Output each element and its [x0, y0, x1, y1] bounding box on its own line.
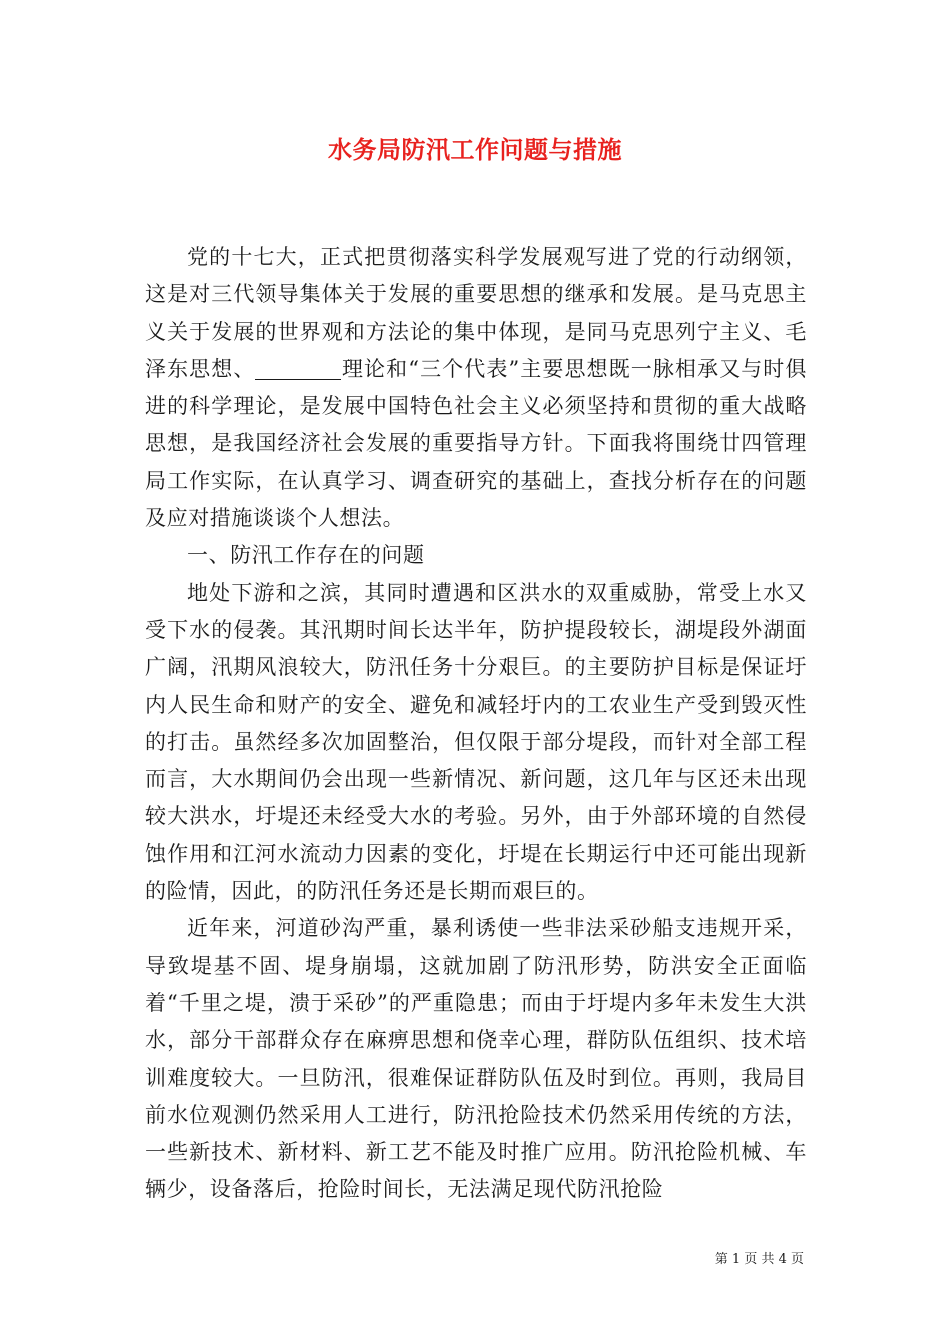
fill-in-blank — [255, 358, 341, 380]
intro-paragraph — [145, 239, 807, 537]
document-title: 水务局防汛工作问题与措施 — [328, 135, 622, 164]
section-paragraph-2: 近年来，河道砂沟严重，暴利诱使一些非法采砂船支违规开采，导致堤基不固、堤身崩塌，这就加剧了防汛形势，防洪安全正面临着“千里之堤，溃于采砂”的严重隐患；而由于圩堤内多年未发生大洪水，部分干部群众存在麻痹思想和侥幸心理，群防队伍组织、技术培训难度较大。一旦防汛，很难保证群防队伍及时到位。再则，我局目前水位观测仍然采用人工进行，防汛抢险技术仍然采用传统的方法，一些新技术、新材料、新工艺不能及时推广应用。防汛抢险机械、车辆少，设备落后，抢险时间长，无法满足现代防汛抢险 — [145, 916, 807, 1202]
page-number-footer: 第 1 页 共 4 页 — [714, 1252, 804, 1267]
section-paragraph-1: 地处下游和之滨，其同时遭遇和区洪水的双重威胁，常受上水又受下水的侵袭。其汛期时间长达半年，防护提段较长，湖堤段外湖面广阔，汛期风浪较大，防汛任务十分艰巨。的主要防护目标是保证圩内人民生命和财产的安全、避免和减轻圩内的工农业生产受到毁灭性的打击。虽然经多次加固整治，但仅限于部分堤段，而针对全部工程而言，大水期间仍会出现一些新情况、新问题，这几年与区还未出现较大洪水，圩堤还未经受大水的考验。另外，由于外部环境的自然侵蚀作用和江河水流动力因素的变化，圩堤在长期运行中还可能出现新的险情，因此，的防汛任务还是长期而艰巨的。 — [145, 580, 807, 904]
intro-text-part1: 党的十七大，正式把贯彻落实科学发展观写进了党的行动纲领，这是对三代领导集体关于发展的重要思想的继承和发展。是马克思主义关于发展的世界观和方法论的集中体现，是同马克思列宁主义、毛泽东思想、 — [145, 245, 807, 381]
section-heading: 一、防汛工作存在的问题 — [187, 543, 425, 568]
intro-text-part2: 理论和“三个代表”主要思想既一脉相承又与时俱进的科学理论，是发展中国特色社会主义必须坚持和贯彻的重大战略思想，是我国经济社会发展的重要指导方针。下面我将围绕廿四管理局工作实际，在认真学习、调查研究的基础上，查找分析存在的问题及应对措施谈谈个人想法。 — [145, 356, 807, 531]
document-body — [145, 239, 807, 1209]
